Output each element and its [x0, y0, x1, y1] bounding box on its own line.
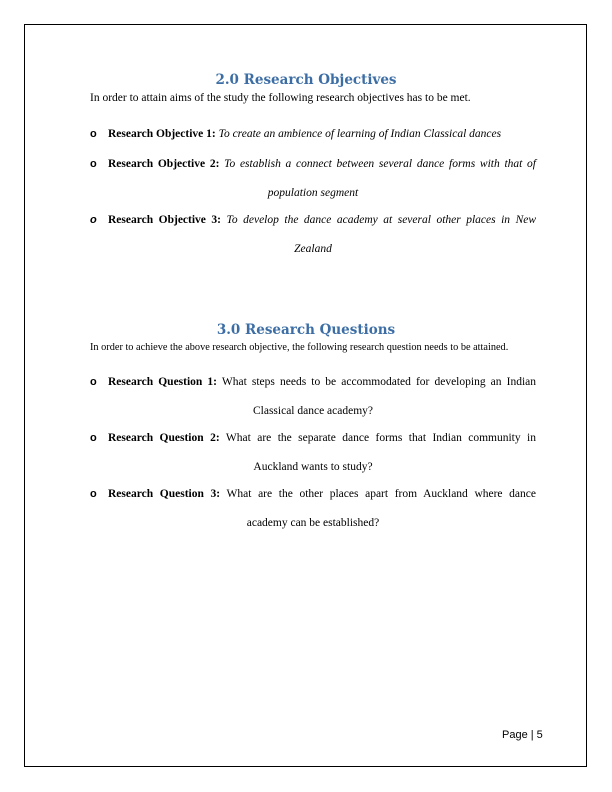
objective-text: To develop the dance academy at several other places in New — [226, 214, 537, 226]
bullet-icon: o — [90, 128, 97, 140]
question-text: What are the other places apart from Auckland where dance — [226, 488, 536, 500]
objectives-intro: In order to attain aims of the study the following research objectives has to be met. — [90, 92, 471, 104]
question-text: What are the separate dance forms that Indian community in — [225, 432, 537, 444]
questions-intro: In order to achieve the above research objective, the following research question needs to be attained. — [90, 342, 509, 353]
objectives-heading: 2.0 Research Objectives — [215, 72, 397, 88]
question-text-continued: Classical dance academy? — [252, 405, 374, 417]
page-number: Page | 5 — [502, 729, 543, 741]
bullet-icon: o — [90, 158, 97, 170]
question-label: Research Question 1: — [108, 376, 217, 388]
bullet-icon: o — [90, 432, 97, 444]
objective-text: To create an ambience of learning of Indian Classical dances — [218, 128, 502, 140]
objective-text-continued: Zealand — [294, 243, 332, 255]
objective-label: Research Objective 1: — [108, 128, 216, 140]
question-text: What steps needs to be accommodated for developing an Indian — [221, 376, 536, 388]
objective-text: To establish a connect between several dance forms with that of — [224, 158, 536, 170]
objective-label: Research Objective 2: — [108, 158, 220, 170]
bullet-icon: o — [90, 488, 97, 500]
question-label: Research Question 2: — [108, 432, 220, 444]
question-label: Research Question 3: — [108, 488, 221, 500]
question-text-continued: Auckland wants to study? — [253, 461, 373, 473]
bullet-icon: o — [90, 214, 97, 226]
objective-label: Research Objective 3: — [108, 214, 221, 226]
question-text-continued: academy can be established? — [246, 517, 380, 529]
bullet-icon: o — [90, 376, 97, 388]
questions-heading: 3.0 Research Questions — [216, 322, 396, 338]
objective-text-continued: population segment — [267, 187, 359, 199]
